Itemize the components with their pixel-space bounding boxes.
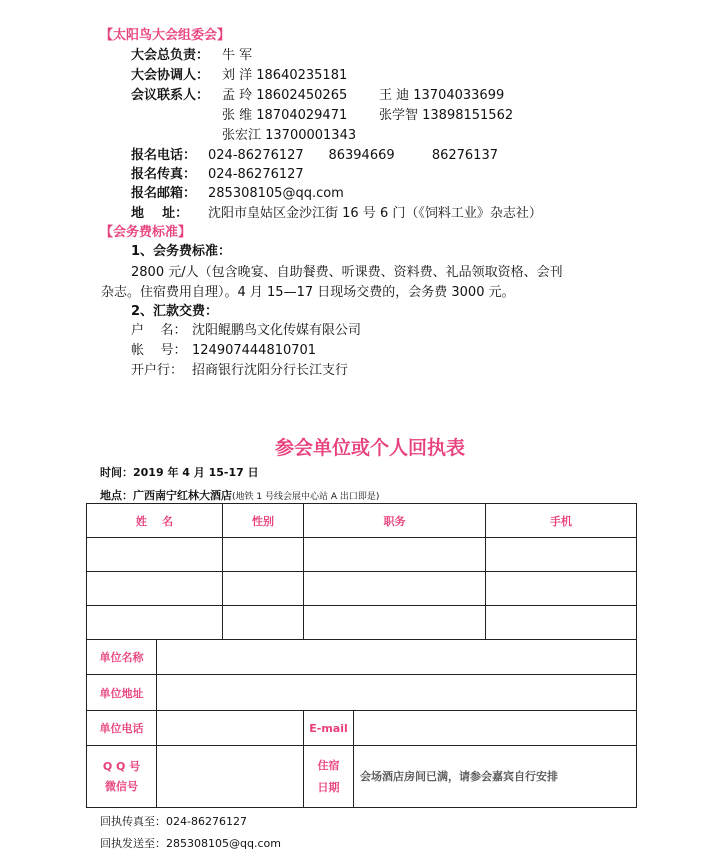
form-title: 参会单位或个人回执表 xyxy=(275,437,466,459)
name-cell[interactable] xyxy=(87,606,223,640)
phone-value: 024-86276127 86394669 86276137 xyxy=(208,148,498,163)
name-cell[interactable] xyxy=(87,572,223,606)
fee-text-2: 杂志。住宿费用自理）。4 月 15—17 日现场交费的，会务费 3000 元。 xyxy=(101,285,515,300)
header-position: 职务 xyxy=(304,504,486,538)
stay-date-label xyxy=(304,746,354,808)
chief-label: 大会总负责： xyxy=(131,48,210,63)
header-gender: 性别 xyxy=(223,504,304,538)
address-value: 沈阳市皇姑区金沙江街 16 号 6 门（《饲料工业》杂志社） xyxy=(208,206,542,221)
table-row xyxy=(87,606,637,640)
email-label: 报名邮箱： xyxy=(131,186,197,201)
table-row xyxy=(87,538,637,572)
email-value: 285308105@qq.com xyxy=(208,186,344,201)
fee-heading: 【会务费标准】 xyxy=(100,225,192,240)
contact-2: 王 迪 13704033699 xyxy=(379,88,505,103)
coordinator-label: 大会协调人： xyxy=(131,68,210,83)
account-name: 沈阳鲲鹏鸟文化传媒有限公司 xyxy=(192,323,362,338)
gender-cell[interactable] xyxy=(223,538,304,572)
bank-label: 开户行： xyxy=(131,363,184,378)
coordinator-value: 刘 洋 18640235181 xyxy=(222,68,348,83)
form-place xyxy=(100,487,379,503)
form-time: 时间：2019 年 4 月 15-17 日 xyxy=(100,466,259,479)
position-cell[interactable] xyxy=(304,538,486,572)
fee-sub2: 2、汇款交费： xyxy=(131,304,219,319)
qq-wechat-label xyxy=(87,746,157,808)
contact-3: 张 维 18704029471 xyxy=(222,108,348,123)
account-no: 124907444810701 xyxy=(192,343,317,358)
name-cell[interactable] xyxy=(87,538,223,572)
mobile-cell[interactable] xyxy=(486,572,637,606)
contact-1: 孟 玲 18602450265 xyxy=(222,88,348,103)
receipt-table xyxy=(86,503,637,808)
unit-phone-field[interactable] xyxy=(157,711,304,746)
qq-wechat-field[interactable] xyxy=(157,746,304,808)
position-cell[interactable] xyxy=(304,572,486,606)
fax-back: 回执传真至：024-86276127 xyxy=(100,815,247,828)
send-back: 回执发送至：285308105@qq.com xyxy=(100,837,281,850)
bank: 招商银行沈阳分行长江支行 xyxy=(192,363,349,378)
position-cell[interactable] xyxy=(304,606,486,640)
org-heading: 【太阳鸟大会组委会】 xyxy=(100,28,231,43)
mobile-cell[interactable] xyxy=(486,606,637,640)
form-place-note: (地铁 1 号线会展中心站 A 出口即是) xyxy=(232,492,380,502)
contact-label: 会议联系人： xyxy=(131,88,210,103)
date-label: 日期 xyxy=(317,780,340,794)
hotel-note: 会场酒店房间已满，请参会嘉宾自行安排 xyxy=(354,746,637,808)
header-name: 姓 名 xyxy=(87,504,223,538)
account-name-label: 户 名： xyxy=(131,323,187,338)
header-row xyxy=(87,504,637,538)
qq-label: Q Q 号 xyxy=(102,759,141,773)
gender-cell[interactable] xyxy=(223,572,304,606)
unit-name-label: 单位名称 xyxy=(87,640,157,675)
phone-label: 报名电话： xyxy=(131,148,197,163)
contact-row xyxy=(87,746,637,808)
stay-label: 住宿 xyxy=(317,758,340,772)
email-cell-label: E-mail xyxy=(304,711,354,746)
chief-name: 牛 军 xyxy=(222,48,253,63)
contact-5: 张宏江 13700001343 xyxy=(222,128,357,143)
account-no-label: 帐 号： xyxy=(131,343,187,358)
unit-address-label: 单位地址 xyxy=(87,675,157,711)
unit-phone-label: 单位电话 xyxy=(87,711,157,746)
mobile-cell[interactable] xyxy=(486,538,637,572)
fee-sub1: 1、会务费标准： xyxy=(131,244,232,259)
contact-4: 张学智 13898151562 xyxy=(379,108,514,123)
wechat-label: 微信号 xyxy=(105,779,138,793)
unit-address-row xyxy=(87,675,637,711)
gender-cell[interactable] xyxy=(223,606,304,640)
fax-label: 报名传真： xyxy=(131,167,197,182)
table-row xyxy=(87,572,637,606)
address-label: 地 址： xyxy=(131,206,189,221)
unit-address-field[interactable] xyxy=(157,675,637,711)
form-place-main: 地点：广西南宁红林大酒店 xyxy=(100,489,232,502)
unit-name-row xyxy=(87,640,637,675)
fax-value: 024-86276127 xyxy=(208,167,304,182)
header-mobile: 手机 xyxy=(486,504,637,538)
unit-phone-row xyxy=(87,711,637,746)
email-field[interactable] xyxy=(354,711,637,746)
fee-text-1: 2800 元/人（包含晚宴、自助餐费、听课费、资料费、礼品领取资格、会刊 xyxy=(131,265,563,280)
unit-name-field[interactable] xyxy=(157,640,637,675)
